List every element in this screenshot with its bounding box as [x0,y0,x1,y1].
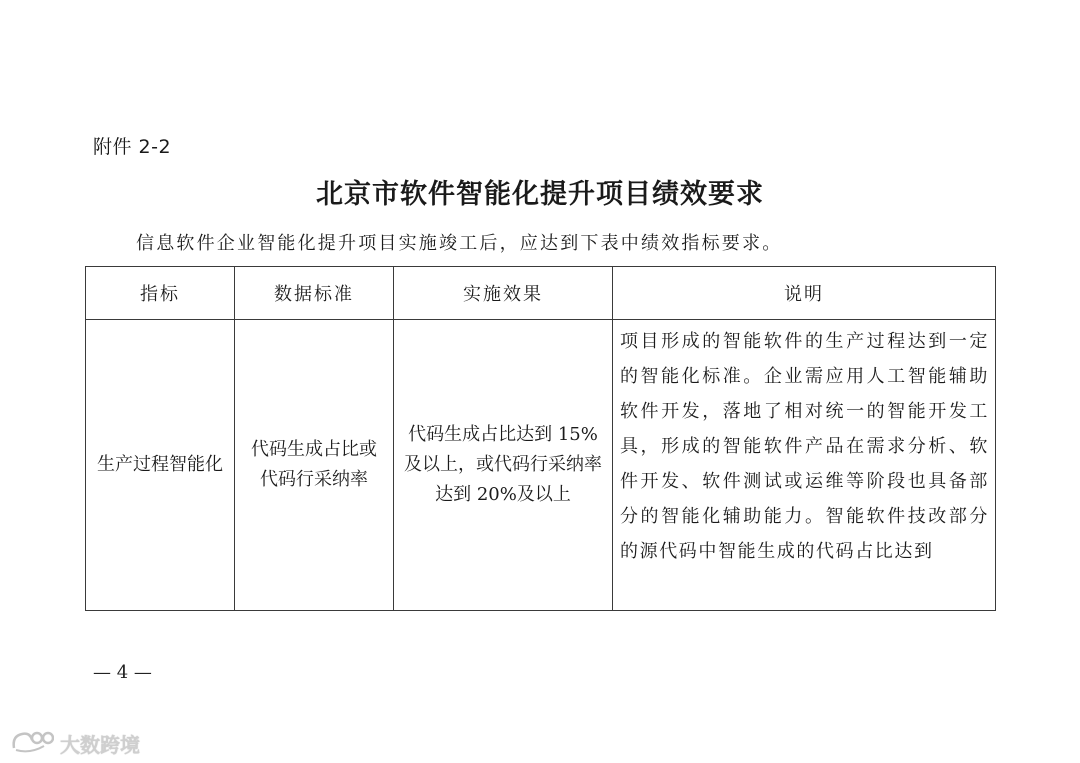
annex-label: 附件 2-2 [93,136,172,158]
header-description: 说明 [613,267,996,320]
watermark-text: 大数跨境 [60,732,140,757]
cell-indicator: 生产过程智能化 [86,320,235,611]
intro-paragraph: 信息软件企业智能化提升项目实施竣工后，应达到下表中绩效指标要求。 [136,233,783,254]
header-data-standard: 数据标准 [235,267,394,320]
header-indicator: 指标 [86,267,235,320]
watermark [10,728,140,758]
brand-logo-icon [10,728,54,758]
cell-effect: 代码生成占比达到 15%及以上，或代码行采纳率达到 20%及以上 [394,320,613,611]
cell-description: 项目形成的智能软件的生产过程达到一定的智能化标准。企业需应用人工智能辅助软件开发，落地了相对统一的智能开发工具，形成的智能软件产品在需求分析、软件开发、软件测试或运维等阶段也具备部分的智能化辅助能力。智能软件技改部分的源代码中智能生成的代码占比达到 [613,320,996,611]
header-effect: 实施效果 [394,267,613,320]
table-row [86,320,996,611]
performance-table [85,266,996,611]
page-number: — 4 — [93,662,152,683]
cell-data-standard: 代码生成占比或代码行采纳率 [235,320,394,611]
table-header-row [86,267,996,320]
document-title: 北京市软件智能化提升项目绩效要求 [316,179,764,210]
